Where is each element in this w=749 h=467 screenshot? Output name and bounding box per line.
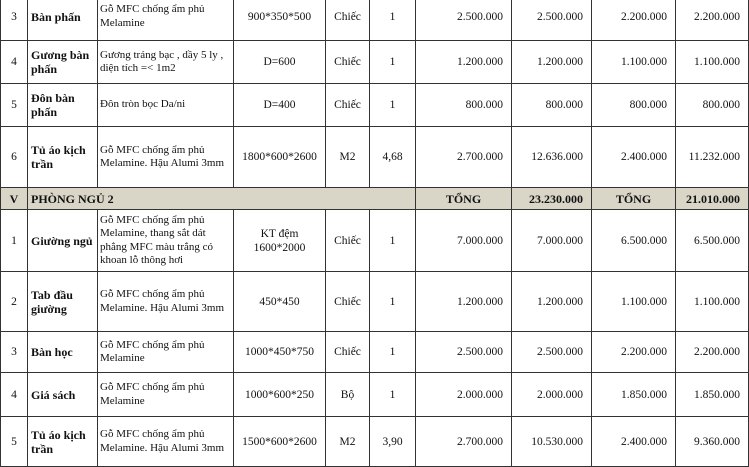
total-2: 2.200.000: [676, 0, 749, 41]
total-1: 12.636.000: [512, 127, 592, 188]
item-name: Tủ áo kịch trần: [28, 127, 98, 188]
unit-price-1: 1.200.000: [416, 272, 512, 332]
table-row: [1, 84, 749, 127]
item-size: 1800*600*2600: [234, 127, 326, 188]
row-number: 5: [1, 84, 28, 127]
item-size: 1500*600*2600: [234, 417, 326, 467]
item-quantity: 1: [370, 210, 416, 272]
total-2: 800.000: [676, 84, 749, 127]
unit-price-2: 1.850.000: [592, 373, 676, 417]
item-unit: Chiếc: [326, 0, 370, 41]
item-unit: Chiếc: [326, 332, 370, 373]
item-quantity: 1: [370, 332, 416, 373]
unit-price-2: 1.100.000: [592, 272, 676, 332]
row-number: 3: [1, 332, 28, 373]
item-name: Tab đầu giường: [28, 272, 98, 332]
item-unit: M2: [326, 127, 370, 188]
item-quantity: 1: [370, 41, 416, 84]
total-1: 2.500.000: [512, 332, 592, 373]
row-number: 2: [1, 272, 28, 332]
unit-price-1: 2.700.000: [416, 127, 512, 188]
item-name: Giường ngủ: [28, 210, 98, 272]
total-2: 9.360.000: [676, 417, 749, 467]
unit-price-2: 2.200.000: [592, 332, 676, 373]
total-2: 2.200.000: [676, 332, 749, 373]
total-1: 2.000.000: [512, 373, 592, 417]
item-quantity: 1: [370, 272, 416, 332]
item-size: D=400: [234, 84, 326, 127]
item-size: 900*350*500: [234, 0, 326, 41]
table-body: [1, 0, 749, 467]
unit-price-2: 2.400.000: [592, 417, 676, 467]
item-description: Gỗ MFC chống ẩm phủ Melamine. Hậu Alumi 3mm: [98, 417, 234, 467]
row-number: 5: [1, 417, 28, 467]
total-1: 800.000: [512, 84, 592, 127]
item-name: Đôn bàn phấn: [28, 84, 98, 127]
table-row: [1, 332, 749, 373]
section-total-1: 23.230.000: [512, 188, 592, 210]
row-number: 6: [1, 127, 28, 188]
item-description: Gỗ MFC chống ẩm phủ Melamine: [98, 332, 234, 373]
item-description: Gỗ MFC chống ẩm phủ Melamine: [98, 373, 234, 417]
item-name: Bàn phấn: [28, 0, 98, 41]
total-2: 1.100.000: [676, 41, 749, 84]
item-name: Tủ áo kịch trần: [28, 417, 98, 467]
item-unit: Chiếc: [326, 84, 370, 127]
item-description: Gương tráng bạc , dầy 5 ly , diện tích =< 1m2: [98, 41, 234, 84]
item-unit: Bộ: [326, 373, 370, 417]
section-total-label-1: TỔNG: [416, 188, 512, 210]
total-1: 2.500.000: [512, 0, 592, 41]
table-row: [1, 373, 749, 417]
row-number: 4: [1, 41, 28, 84]
item-size: 450*450: [234, 272, 326, 332]
unit-price-1: 2.500.000: [416, 0, 512, 41]
item-description: Gỗ MFC chống ẩm phủ Melamine. Hậu Alumi 3mm: [98, 272, 234, 332]
item-quantity: 3,90: [370, 417, 416, 467]
table-row: [1, 272, 749, 332]
unit-price-1: 2.000.000: [416, 373, 512, 417]
table-row: [1, 210, 749, 272]
unit-price-2: 6.500.000: [592, 210, 676, 272]
section-header-row: [1, 188, 749, 210]
item-name: Giá sách: [28, 373, 98, 417]
item-quantity: 1: [370, 0, 416, 41]
item-size: D=600: [234, 41, 326, 84]
item-name: Bàn học: [28, 332, 98, 373]
table-row: [1, 127, 749, 188]
item-unit: Chiếc: [326, 272, 370, 332]
item-quantity: 4,68: [370, 127, 416, 188]
unit-price-2: 2.400.000: [592, 127, 676, 188]
unit-price-2: 800.000: [592, 84, 676, 127]
table-row: [1, 41, 749, 84]
section-total-2: 21.010.000: [676, 188, 749, 210]
row-number: 1: [1, 210, 28, 272]
total-2: 1.850.000: [676, 373, 749, 417]
item-description: Đôn tròn bọc Da/ni: [98, 84, 234, 127]
row-number: 3: [1, 0, 28, 41]
item-name: Gương bàn phấn: [28, 41, 98, 84]
unit-price-1: 2.500.000: [416, 332, 512, 373]
item-unit: Chiếc: [326, 210, 370, 272]
unit-price-2: 1.100.000: [592, 41, 676, 84]
total-2: 6.500.000: [676, 210, 749, 272]
total-1: 1.200.000: [512, 41, 592, 84]
item-unit: Chiếc: [326, 41, 370, 84]
unit-price-2: 2.200.000: [592, 0, 676, 41]
section-number: V: [1, 188, 28, 210]
total-1: 1.200.000: [512, 272, 592, 332]
item-description: Gỗ MFC chống ẩm phủ Melamine: [98, 0, 234, 41]
item-quantity: 1: [370, 84, 416, 127]
item-quantity: 1: [370, 373, 416, 417]
table-row: [1, 417, 749, 467]
item-description: Gỗ MFC chống ẩm phủ Melamine. Hậu Alumi 3mm: [98, 127, 234, 188]
total-1: 10.530.000: [512, 417, 592, 467]
total-1: 7.000.000: [512, 210, 592, 272]
unit-price-1: 7.000.000: [416, 210, 512, 272]
table-row: [1, 0, 749, 41]
item-description: Gỗ MFC chống ẩm phủ Melamine, thang sắt dát phẳng MFC màu trắng có khoan lỗ thông hơi: [98, 210, 234, 272]
total-2: 11.232.000: [676, 127, 749, 188]
item-size: 1000*450*750: [234, 332, 326, 373]
unit-price-1: 800.000: [416, 84, 512, 127]
unit-price-1: 1.200.000: [416, 41, 512, 84]
section-total-label-2: TỔNG: [592, 188, 676, 210]
unit-price-1: 2.700.000: [416, 417, 512, 467]
item-size: 1000*600*250: [234, 373, 326, 417]
item-size: KT đệm 1600*2000: [234, 210, 326, 272]
total-2: 1.100.000: [676, 272, 749, 332]
row-number: 4: [1, 373, 28, 417]
section-title: PHÒNG NGỦ 2: [28, 188, 416, 210]
item-unit: M2: [326, 417, 370, 467]
